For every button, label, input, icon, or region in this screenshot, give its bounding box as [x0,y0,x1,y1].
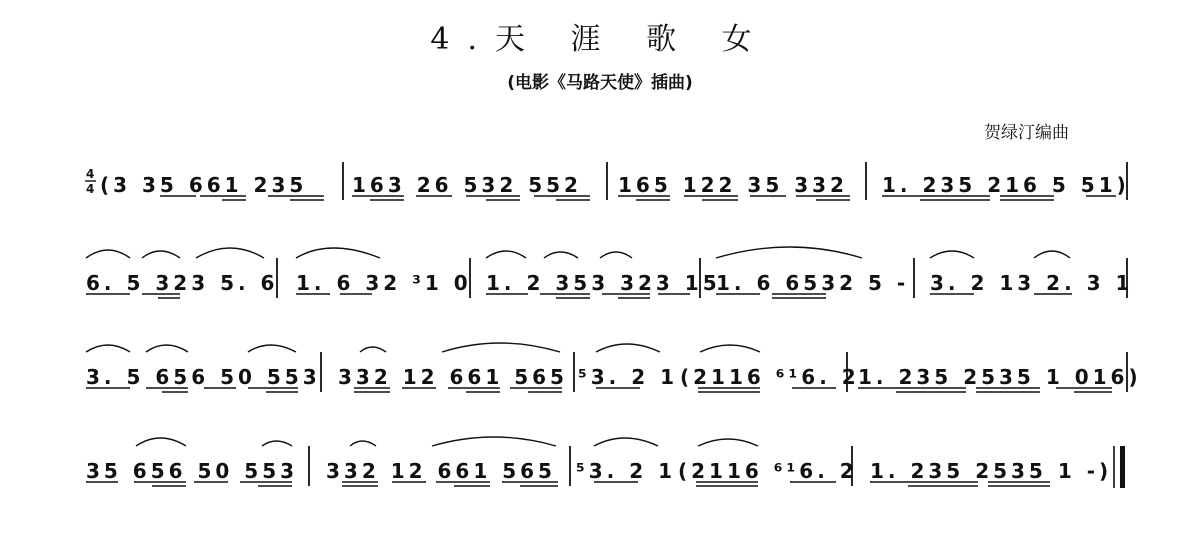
measure-2-5: 3. 2 13 2. 3 1 [930,271,1134,295]
measure-2-2: 1. 6 32 ³1 0 [296,271,472,295]
song-subtitle: (电影《马路天使》插曲) [507,73,693,93]
measure-3-2: 332 12 661 565 [338,365,568,389]
measure-1-3: 165 122 35 332 [618,173,848,197]
line-3 [86,343,1142,392]
measure-2-3: 1. 2 353 323 15 [486,271,721,295]
measure-3-5: 1. 235 2535 1 016) [858,365,1142,389]
measure-3-4: (2116 ⁶¹6. 2 [680,365,860,389]
line-2 [86,247,1133,298]
measure-1-1: (3 35 661 235 [100,173,308,197]
time-signature-bottom: 4 [86,182,95,196]
measure-1-4: 1. 235 216 5 51) [882,173,1130,197]
measure-4-3: ⁵3. 2 1 [576,459,677,483]
song-title: 4.天 涯 歌 女 [430,22,770,57]
composer-credit: 贺绿汀编曲 [984,123,1069,143]
line-4 [86,437,1125,488]
measure-2-4: 1. 6 6532 5 - [716,271,910,295]
time-signature-top: 4 [86,167,95,181]
measure-3-1: 3. 5 656 50 553 [86,365,321,389]
measure-3-3: ⁵3. 2 1 [578,365,679,389]
measure-4-5: 1. 235 2535 1 -) [870,459,1113,483]
time-signature [85,167,96,196]
measure-4-4: (2116 ⁶¹6. 2 [678,459,858,483]
measure-2-1: 6. 5 323 5. 6 [86,271,279,295]
measure-4-1: 35 656 50 553 [86,459,299,483]
final-barline-thick [1120,446,1125,488]
measure-1-2: 163 26 532 552 [352,173,582,197]
line-1 [100,162,1130,200]
measure-4-2: 332 12 661 565 [326,459,556,483]
